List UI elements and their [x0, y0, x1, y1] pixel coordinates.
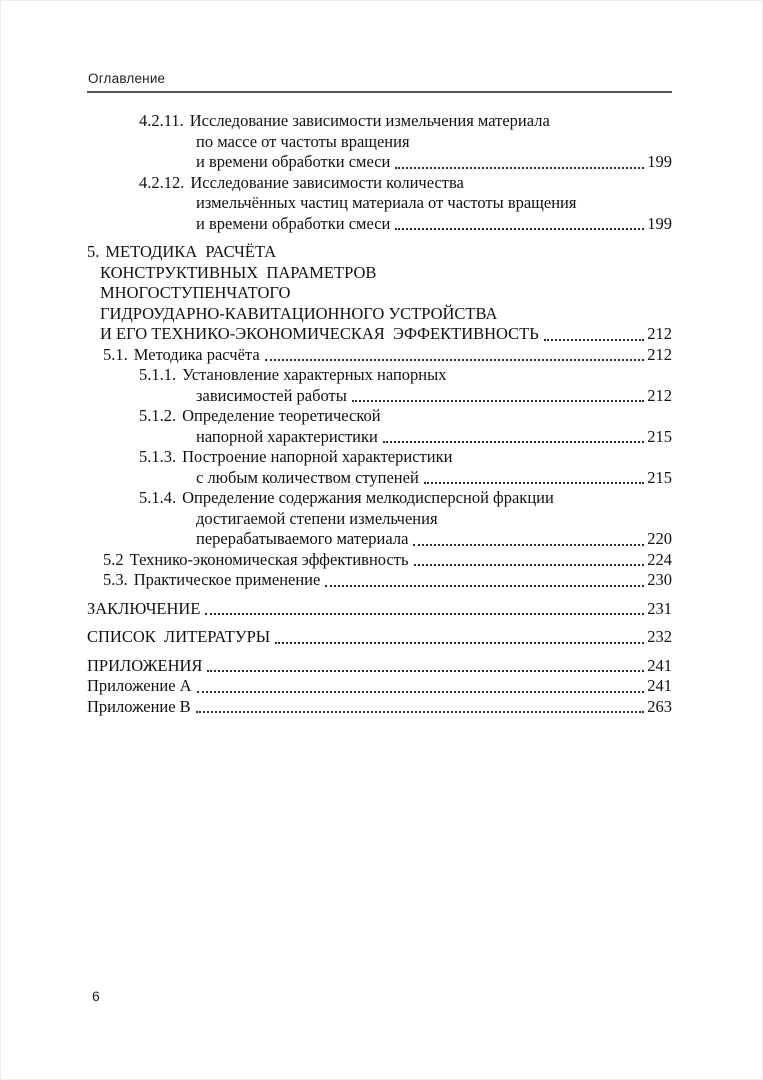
- toc-line: [87, 263, 672, 284]
- toc-entry-number: 5.1.4.: [139, 488, 177, 507]
- toc-page-number: 224: [647, 549, 672, 569]
- toc-line: [87, 386, 672, 407]
- toc-entry-text: Исследование зависимости измельчения материала: [189, 111, 550, 130]
- toc-entry-text: достигаемой степени измельчения: [196, 508, 438, 528]
- toc-line: [87, 283, 672, 304]
- dot-leader: [275, 642, 644, 644]
- toc-line: [87, 509, 672, 530]
- toc-entry-text: Приложение В: [87, 696, 191, 716]
- dot-leader: [424, 482, 644, 484]
- toc-entry-text: Методика расчёта: [133, 344, 260, 364]
- toc-entry-text: измельчённых частиц материала от частоты вращения: [196, 193, 577, 212]
- dot-leader: [383, 441, 644, 443]
- toc-entry-text: Установление характерных напорных: [182, 365, 447, 384]
- toc-entry: [87, 599, 672, 620]
- toc-line: [87, 447, 672, 468]
- toc-entry-text: КОНСТРУКТИВНЫХ ПАРАМЕТРОВ: [100, 262, 377, 282]
- toc-entry-number: 5.1.2.: [139, 406, 177, 425]
- toc-line: [87, 550, 672, 571]
- toc-line: [87, 488, 672, 509]
- toc-page-number: 199: [647, 213, 672, 233]
- toc-page-number: 212: [647, 344, 672, 364]
- dot-leader: [205, 613, 644, 615]
- toc-entry-number: 5.2: [103, 549, 124, 569]
- toc-line: [87, 365, 672, 386]
- toc-page-number: 199: [647, 152, 672, 171]
- toc-entry-text: ЗАКЛЮЧЕНИЕ: [87, 598, 201, 618]
- toc-line: [87, 345, 672, 366]
- dot-leader: [196, 711, 645, 713]
- toc-entry: [87, 173, 672, 235]
- toc-line: [87, 697, 672, 718]
- toc-line: [87, 406, 672, 427]
- toc-entry: [87, 365, 672, 406]
- toc-entry-text: и времени обработки смеси: [196, 152, 391, 171]
- toc-entry-text: Технико-экономическая эффективность: [129, 549, 409, 569]
- toc-line: [87, 152, 672, 173]
- dot-leader: [352, 400, 644, 402]
- toc-entry: [87, 447, 672, 488]
- toc-entry: [87, 242, 672, 345]
- toc-entry: [87, 656, 672, 677]
- toc-entry-text: с любым количеством ступеней: [196, 467, 419, 487]
- toc-line: [87, 427, 672, 448]
- dot-leader: [414, 564, 645, 566]
- toc-entry: [87, 488, 672, 550]
- toc-entry-text: Приложение А: [87, 676, 192, 695]
- toc-entry-text: Построение напорной характеристики: [182, 447, 453, 466]
- toc-entry-number: 4.2.11.: [139, 111, 184, 130]
- dot-leader: [197, 691, 645, 693]
- header-rule: [87, 91, 672, 93]
- toc-page-number: 241: [647, 676, 672, 695]
- toc-entry-text: перерабатываемого материала: [196, 529, 409, 548]
- toc-page-number: 220: [647, 529, 672, 548]
- toc-page-number: 212: [647, 385, 672, 405]
- dot-leader: [325, 585, 644, 587]
- toc-page-number: 231: [647, 598, 672, 618]
- toc-entry-list: [87, 111, 672, 717]
- toc-entry: [87, 570, 672, 591]
- toc-line: [87, 656, 672, 677]
- dot-leader: [395, 228, 644, 230]
- dot-leader: [265, 359, 645, 361]
- toc-entry-text: МЕТОДИКА РАСЧЁТА: [105, 242, 277, 261]
- toc-entry-text: Определение теоретической: [182, 406, 381, 425]
- toc-entry-text: ПРИЛОЖЕНИЯ: [87, 655, 203, 675]
- toc-entry-text: СПИСОК ЛИТЕРАТУРЫ: [87, 627, 271, 646]
- toc-entry-text: Практическое применение: [133, 570, 321, 589]
- toc-line: [87, 324, 672, 345]
- toc-line: [87, 173, 672, 194]
- toc-entry-text: Определение содержания мелкодисперсной фракции: [182, 488, 554, 507]
- toc-page-number: 215: [647, 467, 672, 487]
- toc-page-number: 263: [647, 696, 672, 716]
- toc-entry-text: по массе от частоты вращения: [196, 131, 410, 151]
- toc-entry-number: 5.: [87, 242, 100, 261]
- toc-line: [87, 304, 672, 325]
- toc-entry-text: напорной характеристики: [196, 426, 378, 446]
- toc-page-number: 215: [647, 426, 672, 446]
- toc-entry-text: и времени обработки смеси: [196, 213, 391, 233]
- toc-line: [87, 242, 672, 263]
- toc-entry: [87, 345, 672, 366]
- toc-entry-number: 4.2.12.: [139, 172, 185, 192]
- toc-line: [87, 627, 672, 648]
- page-number: 6: [92, 988, 100, 1004]
- toc-entry-number: 5.1.1.: [139, 365, 177, 384]
- running-header-title: Оглавление: [88, 71, 166, 86]
- toc-line: [87, 468, 672, 489]
- toc-entry-text: зависимостей работы: [196, 385, 347, 405]
- toc-page-number: 230: [647, 570, 672, 589]
- toc-page-number: 232: [647, 627, 672, 646]
- toc-entry-text: И ЕГО ТЕХНИКО-ЭКОНОМИЧЕСКАЯ ЭФФЕКТИВНОСТЬ: [100, 324, 539, 343]
- toc-line: [87, 214, 672, 235]
- toc-line: [87, 570, 672, 591]
- dot-leader: [207, 670, 644, 672]
- toc-entry-number: 5.1.3.: [139, 447, 177, 466]
- toc-line: [87, 529, 672, 550]
- toc-entry-number: 5.1.: [103, 344, 128, 364]
- toc-page-number: 241: [647, 655, 672, 675]
- toc-entry-text: Исследование зависимости количества: [190, 172, 464, 192]
- toc-entry-text: МНОГОСТУПЕНЧАТОГО: [100, 283, 291, 302]
- toc-entry: [87, 406, 672, 447]
- toc-line: [87, 132, 672, 153]
- toc-line: [87, 599, 672, 620]
- dot-leader: [395, 167, 644, 169]
- toc-line: [87, 676, 672, 697]
- toc-line: [87, 111, 672, 132]
- toc-entry: [87, 627, 672, 648]
- toc-entry: [87, 550, 672, 571]
- toc-entry-number: 5.3.: [103, 570, 128, 589]
- dot-leader: [544, 339, 645, 341]
- toc-entry: [87, 697, 672, 718]
- toc-entry: [87, 111, 672, 173]
- toc-entry: [87, 676, 672, 697]
- toc-entry-text: ГИДРОУДАРНО-КАВИТАЦИОННОГО УСТРОЙСТВА: [100, 303, 498, 323]
- toc-line: [87, 193, 672, 214]
- dot-leader: [413, 544, 644, 546]
- toc-page-number: 212: [647, 324, 672, 343]
